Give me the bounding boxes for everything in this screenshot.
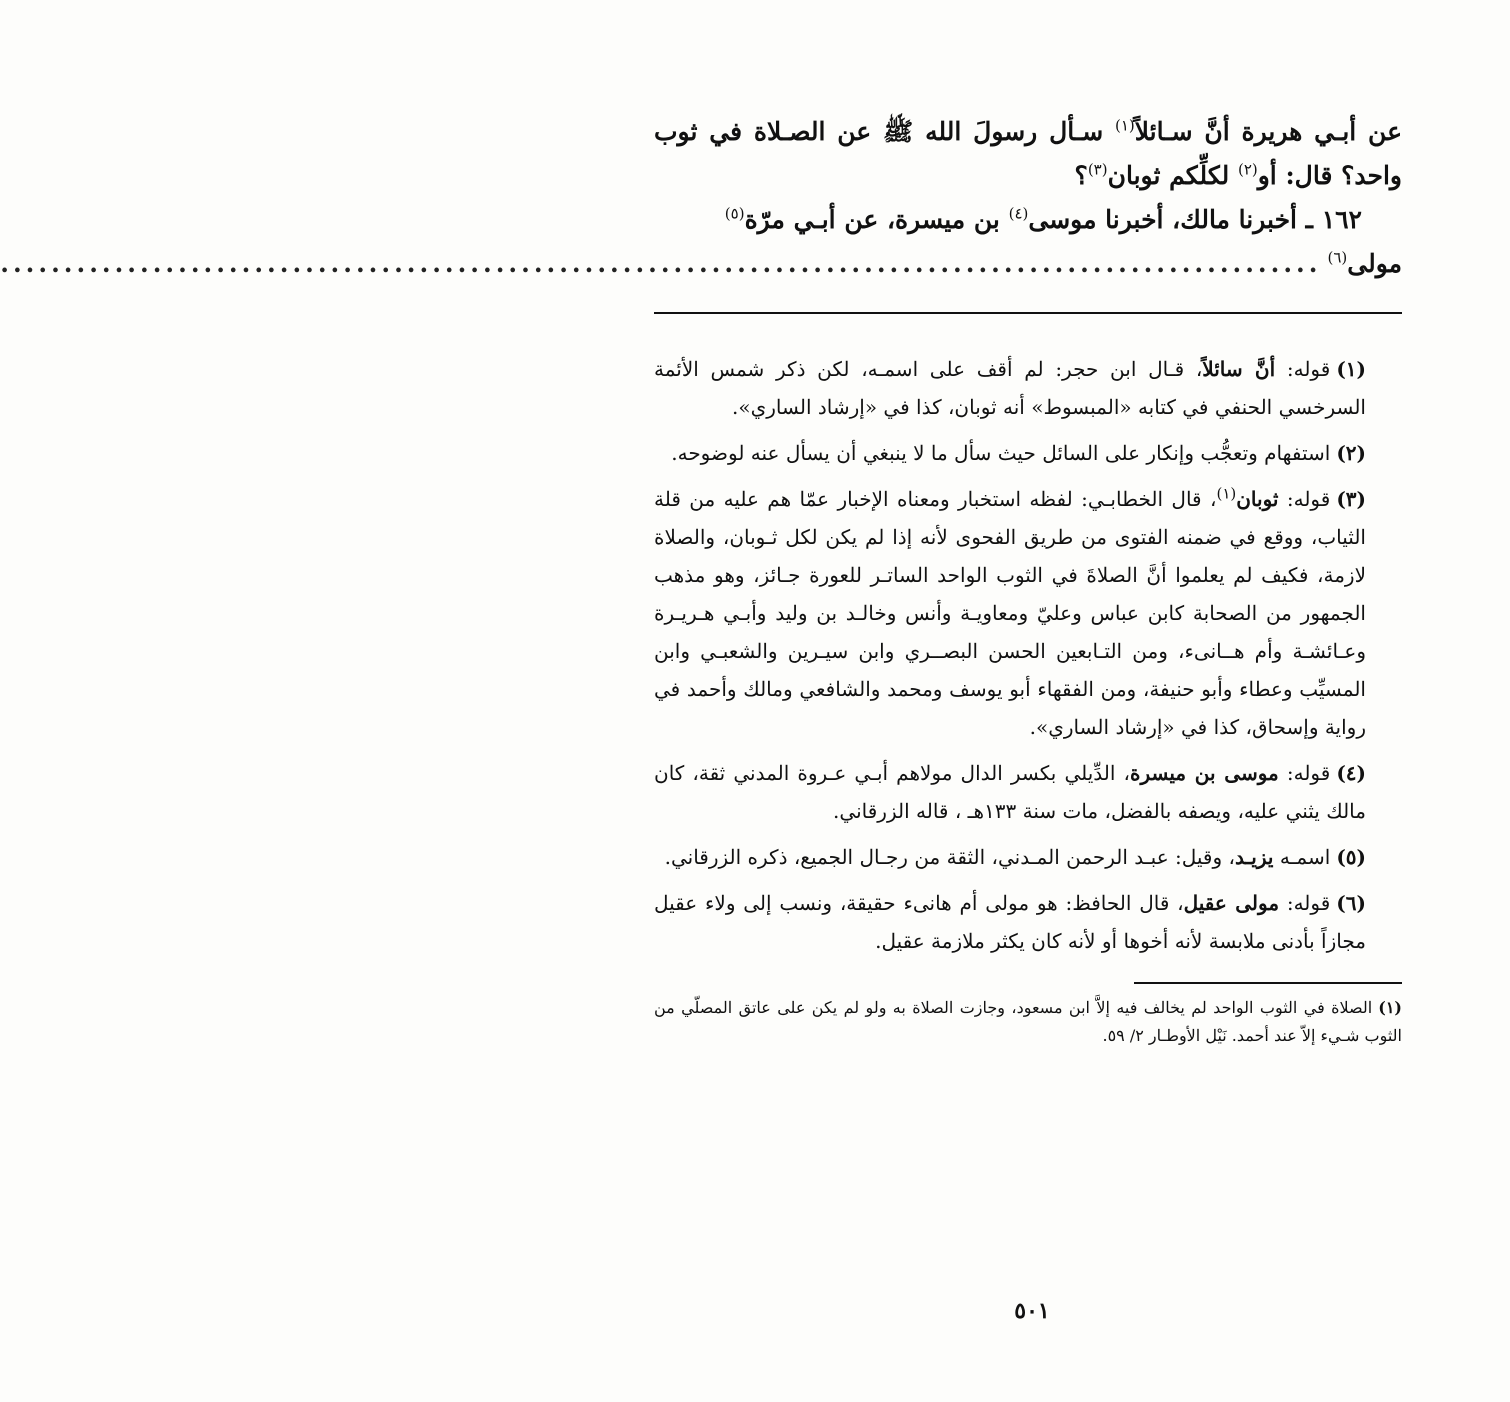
text-span: ، قال الخطابـي: لفظه استخبار ومعناه الإخبار عمّا هم عليه من قلة الثياب، ووقع في ضمنه الفتوى من طريق الفحوى لأنه إذا لم يكن لكل ثـوبان، والصلاة لازمة، فكيف لم يعلموا أنَّ الصلاةَ في الثوب الواحد الساتـر للعورة جـائز، وهو مذهب الجمهور من الصحابة كابن عباس وعليّ ومعاويـة وأنس وخالـد بن وليد وأبـي هـريـرة وعـائشـة وأم هــانىء، ومن التـابعين الحسن البصــري وابن سيـرين والشعبـي وابن المسيِّب وعطاء وأبو حنيفة، ومن الفقهاء أبو يوسف ومحمد والشافعي ومالك وأحمد في رواية وإسحاق، كذا في «إرشاد الساري». <box>654 487 1366 739</box>
footnote-ref[interactable]: (٥) <box>724 204 745 223</box>
bold-term: أنَّ سائلاً <box>1202 357 1276 381</box>
text-span: قوله: <box>1275 357 1331 381</box>
main-divider <box>654 312 1402 314</box>
text-span: قوله: <box>1278 487 1331 511</box>
text-span: لكلِّكم ثوبان <box>1107 161 1238 190</box>
footnote-ref[interactable]: (١) <box>1216 484 1237 503</box>
footnote-ref[interactable]: (٢) <box>1237 160 1258 179</box>
footnote-ref[interactable]: (٤) <box>1008 204 1029 223</box>
note-number: (٦) <box>1336 891 1366 915</box>
footnote-1 <box>654 994 1402 1050</box>
main-paragraph <box>654 110 1402 198</box>
text-span: قوله: <box>1278 761 1331 785</box>
footnote-ref[interactable]: (١) <box>1114 116 1135 135</box>
text-span: ، قال الحافظ: هو مولى أم هانىء حقيقة، ونسب إلى ولاء عقيل مجازاً بأدنى ملابسة لأنه أخوها أو لأنه كان يكثر ملازمة عقيل. <box>654 891 1366 953</box>
bold-term: موسى بن ميسرة <box>1130 761 1279 785</box>
note-number: (١) <box>1336 357 1366 381</box>
bold-term: ثوبان <box>1236 487 1279 511</box>
bold-term: مولى عقيل <box>1183 891 1280 915</box>
note-number: (٤) <box>1336 761 1367 785</box>
text-span: استفهام وتعجُّب وإنكار على السائل حيث سأل ما لا ينبغي أن يسأل عنه لوضوحه. <box>671 441 1331 465</box>
text-span: عن أبـي هريرة أنَّ سـائلاً <box>1134 117 1403 146</box>
footnote-divider <box>1134 982 1402 984</box>
note-number: (٥) <box>1336 845 1366 869</box>
text-span: ١٦٢ ـ أخبرنا مالك، أخبرنا موسى <box>1028 205 1362 234</box>
note-number: (٢) <box>1336 441 1366 465</box>
commentary-note-1 <box>654 350 1402 426</box>
text-span: ، الدِّيلي بكسر الدال مولاهم أبـي عـروة المدني ثقة، كان مالك يثني عليه، ويصفه بالفضل، مات سنة ١٣٣هـ ، قاله الزرقاني. <box>654 761 1366 823</box>
text-span: اسمـه <box>1273 845 1331 869</box>
text-span: ، وقيل: عبـد الرحمن المـدني، الثقة من رجـال الجميع، ذكره الزرقاني. <box>664 845 1235 869</box>
commentary-note-4 <box>654 754 1402 830</box>
commentary-note-2 <box>654 434 1402 472</box>
note-number: (٣) <box>1336 487 1366 511</box>
dots-leader: ........................................................................................................ <box>0 249 1322 278</box>
commentary-note-3 <box>654 480 1402 746</box>
main-text <box>0 110 1403 286</box>
text-span: سـأل رسولَ الله ﷺ عن الصـلاة في ثوب واحد؟ قال: أو <box>654 117 1402 190</box>
footnote-ref[interactable]: (٦) <box>1327 248 1348 267</box>
text-span: قوله: <box>1279 891 1331 915</box>
page-number: ٥٠١ <box>1014 1298 1050 1324</box>
continuation-line <box>0 242 1402 286</box>
footnote-ref[interactable]: (٣) <box>1087 160 1108 179</box>
mawla-text: مولى <box>1347 249 1402 278</box>
text-span: ؟ <box>1074 161 1088 190</box>
bold-term: يزيـد <box>1234 845 1274 869</box>
page-content <box>0 110 1403 1050</box>
text-span: الصلاة في الثوب الواحد لم يخالف فيه إلاَّ ابن مسعود، وجازت الصلاة به ولو لم يكن على عاتق المصلّي من الثوب شـيء إلاّ عند أحمد. نَيْل الأوطـار ٢/ ٥٩. <box>654 998 1402 1045</box>
commentary-section <box>654 350 1402 960</box>
text-span: بن ميسرة، عن أبـي مرّة <box>744 205 1009 234</box>
text-span: ، قـال ابن حجر: لم أقف على اسمـه، لكن ذكر شمس الأئمة السرخسي الحنفي في كتابه «المبسوط» أنه ثوبان، كذا في «إرشاد الساري». <box>654 357 1366 419</box>
commentary-note-5 <box>654 838 1402 876</box>
hadith-paragraph <box>654 198 1402 242</box>
footnote-section <box>654 994 1402 1050</box>
note-number: (١) <box>1378 998 1402 1017</box>
commentary-note-6 <box>654 884 1402 960</box>
text-span <box>1327 242 1402 286</box>
